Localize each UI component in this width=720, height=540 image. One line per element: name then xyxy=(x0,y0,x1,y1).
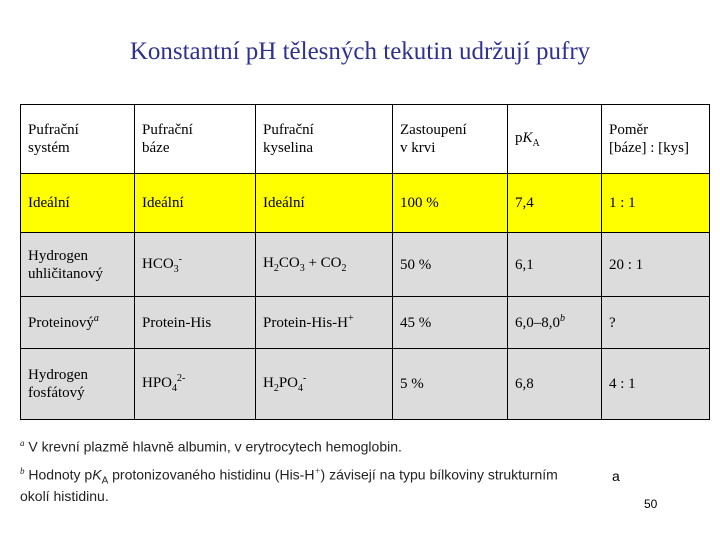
cell-ratio: 20 : 1 xyxy=(602,233,710,297)
cell-base: $HCO_3^-$ xyxy=(135,233,256,297)
table-row-bicarbonate xyxy=(21,233,710,297)
cell-system: Hydrogen fosfátový xyxy=(21,349,135,420)
table-row-protein xyxy=(21,297,710,349)
side-letter: a xyxy=(612,468,620,484)
cell-share: 100 % xyxy=(393,174,508,233)
header-base: Pufrační báze xyxy=(135,105,256,174)
cell-acid: $H_2CO_3 + CO_2$ xyxy=(256,233,393,297)
footnote-b: $^b$ Hodnoty $pK_A$ protonizovaného histidinu (His-H+) závisejí na typu bílkoviny strukturním okolí histidinu. xyxy=(20,466,558,504)
cell-system: Hydrogen uhličitanový xyxy=(21,233,135,297)
cell-ratio: ? xyxy=(602,297,710,349)
cell-pka: 6,8 xyxy=(508,349,602,420)
cell-pka: 6,1 xyxy=(508,233,602,297)
cell-acid: Ideální xyxy=(256,174,393,233)
cell-share: 45 % xyxy=(393,297,508,349)
header-system: Pufrační systém xyxy=(21,105,135,174)
header-ratio: Poměr [báze] : [kys] xyxy=(602,105,710,174)
header-share: Zastoupení v krvi xyxy=(393,105,508,174)
cell-system: Proteinový$^a$ xyxy=(21,297,135,349)
header-acid: Pufrační kyselina xyxy=(256,105,393,174)
cell-share: 5 % xyxy=(393,349,508,420)
cell-share: 50 % xyxy=(393,233,508,297)
page-number: 50 xyxy=(644,497,658,511)
table-header-row xyxy=(21,105,710,174)
cell-ratio: 1 : 1 xyxy=(602,174,710,233)
cell-pka: 7,4 xyxy=(508,174,602,233)
cell-base: Protein-His xyxy=(135,297,256,349)
header-pka: $pK_A$ xyxy=(508,105,602,174)
footnote-a: $^a$ V krevní plazmě hlavně albumin, v erytrocytech hemoglobin. xyxy=(20,438,402,455)
cell-base: $HPO_4^{2-}$ xyxy=(135,349,256,420)
table-row-ideal xyxy=(21,174,710,233)
cell-acid: $H_2PO_4^-$ xyxy=(256,349,393,420)
cell-ratio: 4 : 1 xyxy=(602,349,710,420)
slide-title: Konstantní pH tělesných tekutin udržují pufry xyxy=(129,38,591,65)
cell-system: Ideální xyxy=(21,174,135,233)
cell-pka: 6,0–8,0$^b$ xyxy=(508,297,602,349)
cell-base: Ideální xyxy=(135,174,256,233)
buffer-table xyxy=(20,104,710,420)
table-row-phosphate xyxy=(21,349,710,420)
cell-acid: Protein-His-H+ xyxy=(256,297,393,349)
